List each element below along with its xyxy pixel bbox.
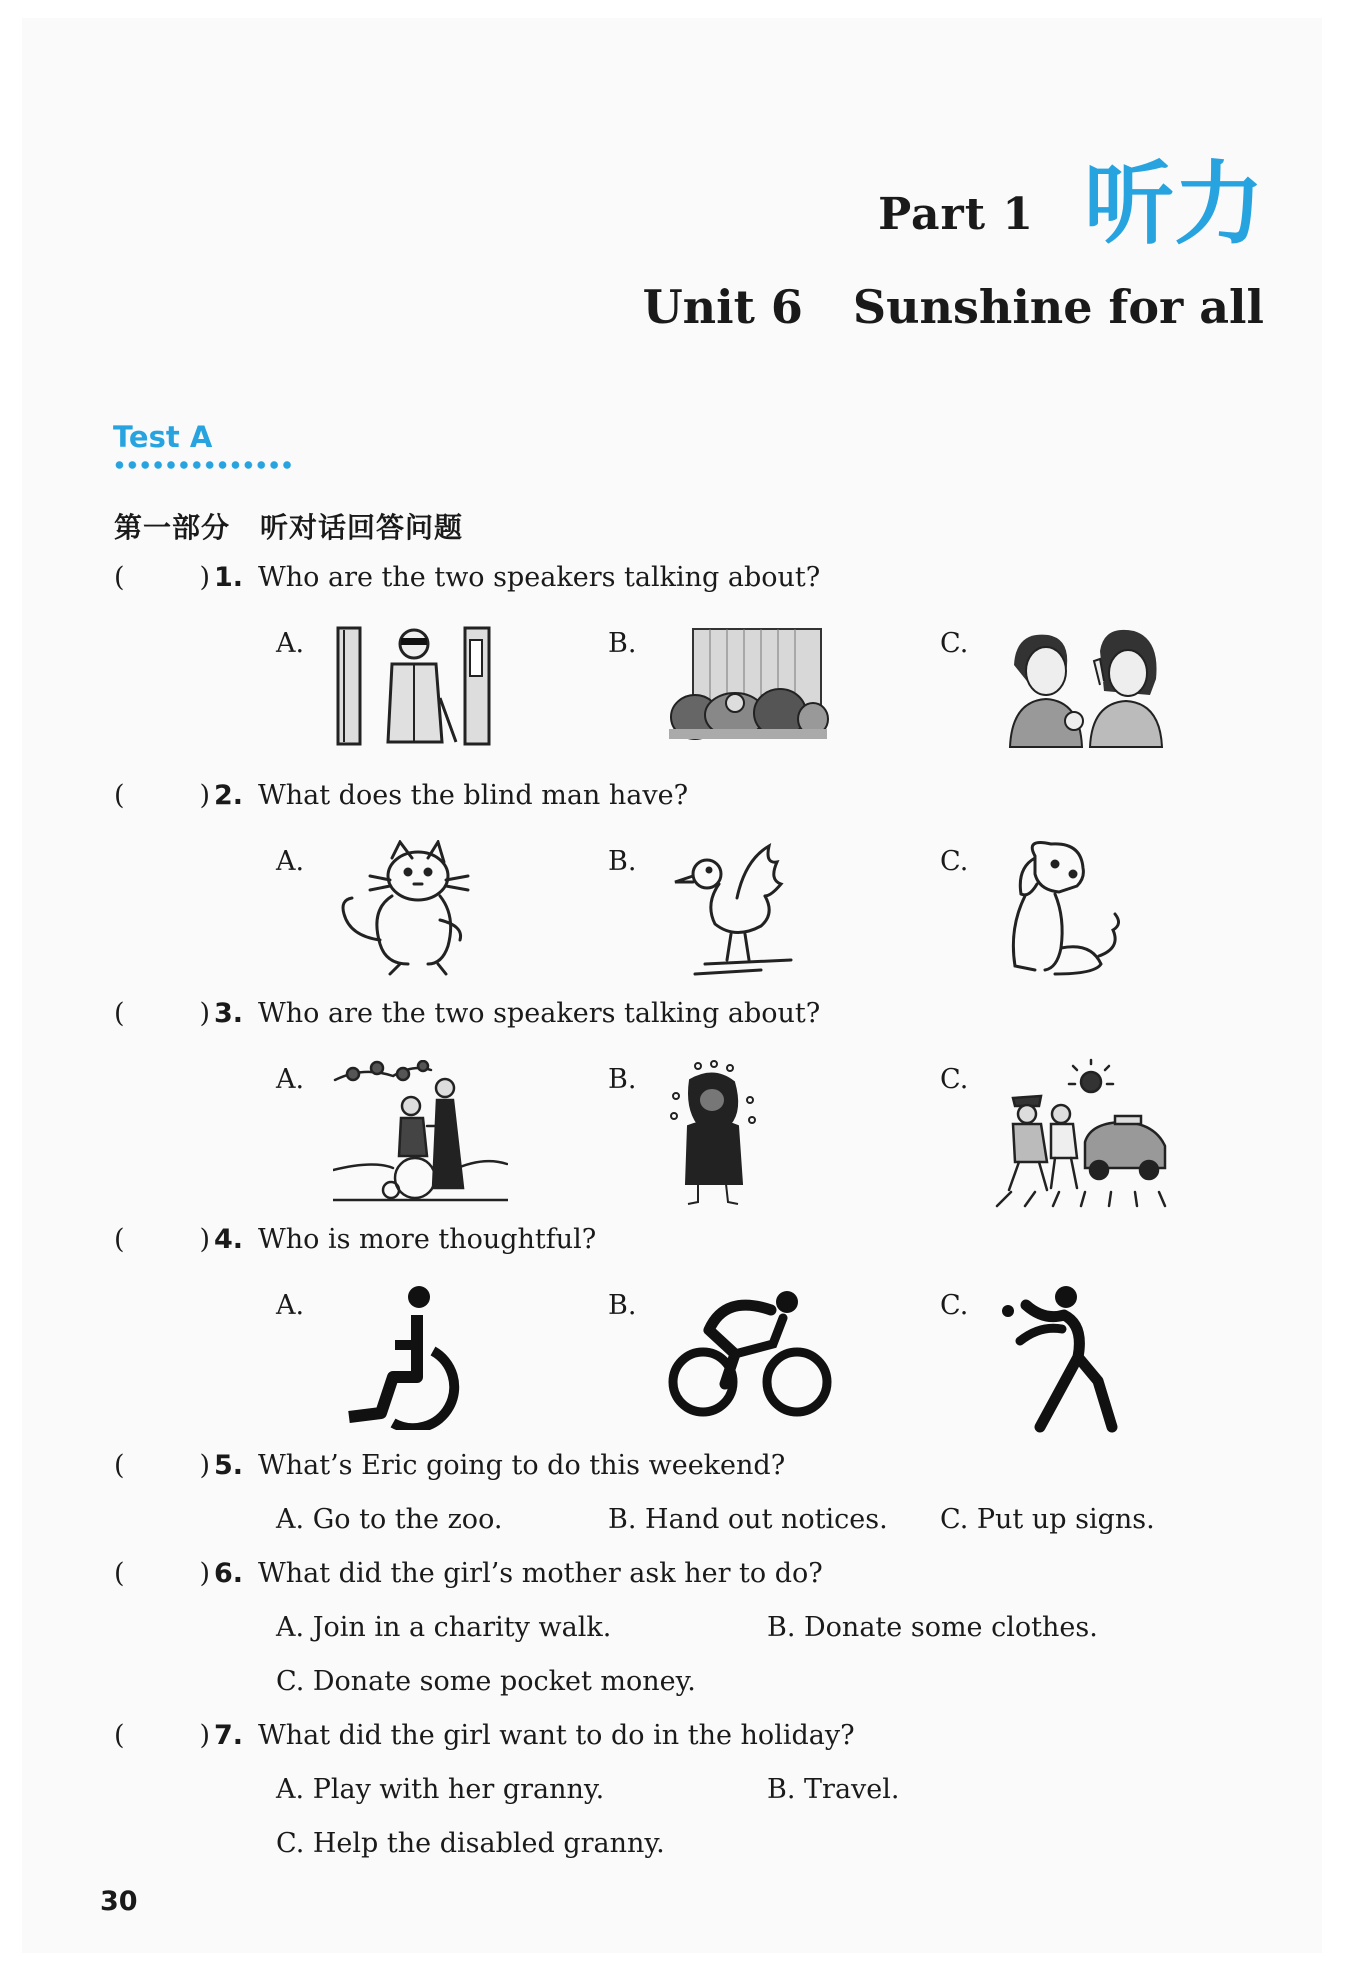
part-label: Part 1: [878, 189, 1034, 240]
question-1: [114, 562, 820, 593]
answer-bracket[interactable]: ( ): [114, 1224, 211, 1255]
section-task: 听对话回答问题: [260, 511, 464, 544]
question-number: 1.: [214, 562, 244, 593]
option-b[interactable]: B. Donate some clothes.: [767, 1612, 1098, 1643]
deaf-people-sign-language-illustration[interactable]: [1000, 625, 1165, 750]
question-text: What did the girl’s mother ask her to do?: [258, 1558, 823, 1589]
option-label: A.: [276, 628, 305, 659]
cyclist-symbol-icon[interactable]: [665, 1290, 835, 1420]
option-c[interactable]: C. Put up signs.: [940, 1504, 1155, 1535]
question-number: 2.: [214, 780, 244, 811]
question-5: [114, 1450, 785, 1481]
test-label-dotted-underline: [113, 460, 291, 470]
option-b[interactable]: B. Hand out notices.: [608, 1504, 888, 1535]
question-2: [114, 780, 688, 811]
unit-number: Unit 6: [642, 280, 803, 334]
option-label: C.: [940, 628, 969, 659]
blind-man-at-elevator-illustration[interactable]: [330, 620, 500, 750]
question-text: What did the girl want to do in the holiday?: [258, 1720, 855, 1751]
option-label: C.: [940, 1290, 969, 1321]
answer-bracket[interactable]: ( ): [114, 1558, 211, 1589]
part-heading: [878, 152, 1264, 257]
question-text: What does the blind man have?: [258, 780, 689, 811]
dog-illustration[interactable]: [995, 838, 1125, 983]
bird-illustration[interactable]: [665, 840, 795, 980]
section-part: 第一部分: [114, 511, 231, 544]
option-c[interactable]: C. Help the disabled granny.: [276, 1828, 665, 1859]
question-4: [114, 1224, 596, 1255]
table-tennis-symbol-icon[interactable]: [1000, 1285, 1125, 1435]
question-text: What’s Eric going to do this weekend?: [258, 1450, 786, 1481]
helping-man-cross-street-illustration[interactable]: [995, 1058, 1170, 1208]
question-number: 6.: [214, 1558, 244, 1589]
question-3: [114, 998, 820, 1029]
homeless-people-on-street-illustration[interactable]: [665, 625, 830, 743]
option-label: A.: [276, 1064, 305, 1095]
cat-illustration[interactable]: [330, 840, 480, 980]
answer-bracket[interactable]: ( ): [114, 562, 211, 593]
question-7: [114, 1720, 855, 1751]
option-b[interactable]: B. Travel.: [767, 1774, 900, 1805]
option-label: A.: [276, 1290, 305, 1321]
option-label: B.: [608, 628, 637, 659]
unit-title: [643, 280, 1264, 334]
option-label: C.: [940, 846, 969, 877]
option-label: B.: [608, 846, 637, 877]
question-number: 4.: [214, 1224, 244, 1255]
question-text: Who are the two speakers talking about?: [258, 998, 821, 1029]
question-text: Who is more thoughtful?: [258, 1224, 597, 1255]
question-number: 5.: [214, 1450, 244, 1481]
answer-bracket[interactable]: ( ): [114, 1450, 211, 1481]
question-6: [114, 1558, 823, 1589]
answer-bracket[interactable]: ( ): [114, 1720, 211, 1751]
answer-bracket[interactable]: ( ): [114, 780, 211, 811]
page-number: 30: [100, 1886, 138, 1917]
option-a[interactable]: A. Go to the zoo.: [276, 1504, 503, 1535]
option-label: B.: [608, 1064, 637, 1095]
question-number: 7.: [214, 1720, 244, 1751]
unit-name: Sunshine for all: [852, 280, 1264, 334]
wheelchair-symbol-icon[interactable]: [335, 1285, 460, 1430]
option-a[interactable]: A. Play with her granny.: [276, 1774, 605, 1805]
option-a[interactable]: A. Join in a charity walk.: [276, 1612, 612, 1643]
part-chinese-title: 听力: [1084, 152, 1264, 257]
answer-bracket[interactable]: ( ): [114, 998, 211, 1029]
sad-crying-person-illustration[interactable]: [668, 1060, 758, 1208]
test-label: Test A: [113, 420, 213, 454]
question-text: Who are the two speakers talking about?: [258, 562, 821, 593]
option-label: B.: [608, 1290, 637, 1321]
option-label: C.: [940, 1064, 969, 1095]
question-number: 3.: [214, 998, 244, 1029]
option-c[interactable]: C. Donate some pocket money.: [276, 1666, 696, 1697]
woman-pushing-wheelchair-illustration[interactable]: [333, 1060, 508, 1205]
option-label: A.: [276, 846, 305, 877]
section-title: [114, 506, 463, 546]
